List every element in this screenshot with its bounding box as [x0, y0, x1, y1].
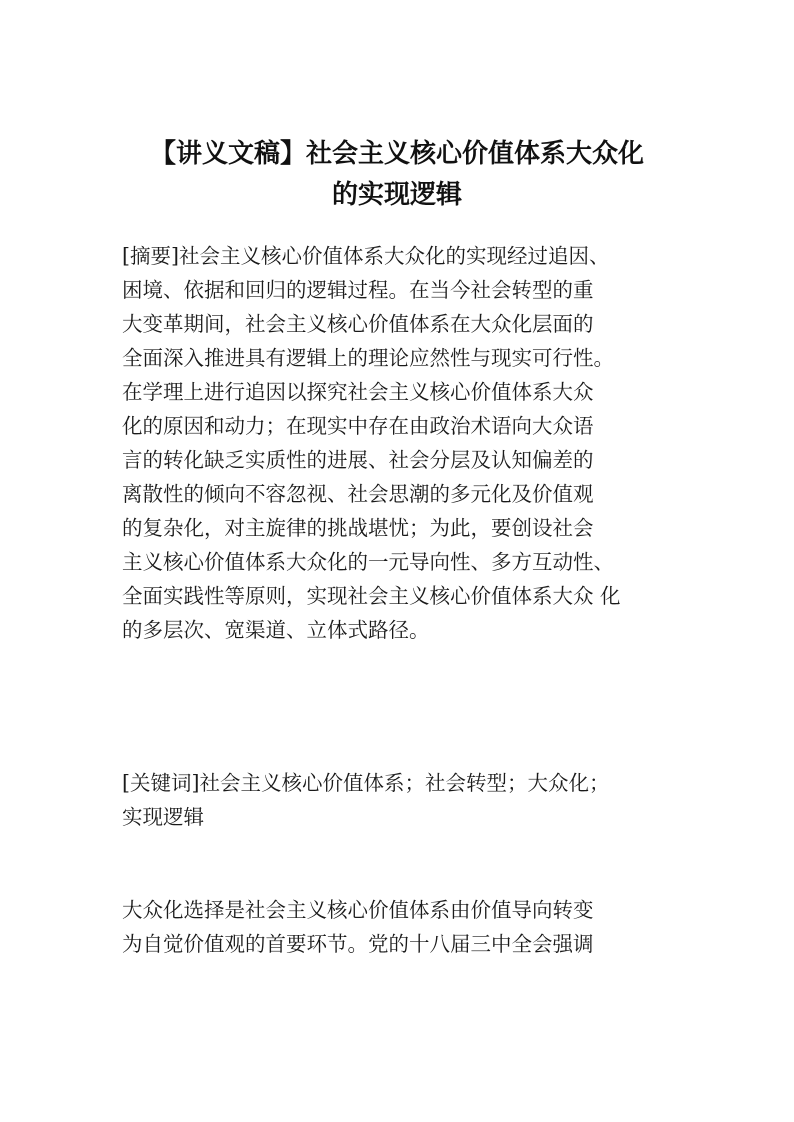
abstract-line: 化的原因和动力；在现实中存在由政治术语向大众语: [122, 414, 594, 438]
keywords-paragraph: [122, 766, 702, 834]
abstract-line: 的复杂化，对主旋律的挑战堪忧；为此，要创设社会: [122, 516, 594, 540]
abstract-line: 主义核心价值体系大众化的一元导向性、多方互动性、: [122, 550, 614, 574]
abstract-line: [摘要]社会主义核心价值体系大众化的实现经过追因、: [122, 244, 610, 268]
abstract-line: 言的转化缺乏实质性的进展、社会分层及认知偏差的: [122, 448, 594, 472]
title-line-2: 的实现逻辑: [331, 180, 462, 210]
abstract-line: 全面实践性等原则，实现社会主义核心价值体系大众 化: [122, 584, 621, 608]
abstract-line: 离散性的倾向不容忽视、社会思潮的多元化及价值观: [122, 482, 594, 506]
abstract-line: 在学理上进行追因以探究社会主义核心价值体系大众: [122, 380, 594, 404]
abstract-paragraph: [122, 239, 702, 647]
abstract-line: 困境、依据和回归的逻辑过程。在当今社会转型的重: [122, 278, 594, 302]
keywords-line: [关键词]社会主义核心价值体系；社会转型；大众化；: [122, 771, 610, 795]
abstract-line: 的多层次、宽渠道、立体式路径。: [122, 618, 430, 642]
abstract-line: 大变革期间，社会主义核心价值体系在大众化层面的: [122, 312, 594, 336]
document-title: [0, 134, 794, 216]
abstract-line: 全面深入推进具有逻辑上的理论应然性与现实可行性。: [122, 346, 614, 370]
title-line-1: 【讲义文稿】社会主义核心价值体系大众化: [149, 139, 644, 169]
body-line: 大众化选择是社会主义核心价值体系由价值导向转变: [122, 898, 594, 922]
body-paragraph: [122, 893, 702, 961]
keywords-line: 实现逻辑: [122, 805, 204, 829]
body-line: 为自觉价值观的首要环节。党的十八届三中全会强调: [122, 932, 594, 956]
